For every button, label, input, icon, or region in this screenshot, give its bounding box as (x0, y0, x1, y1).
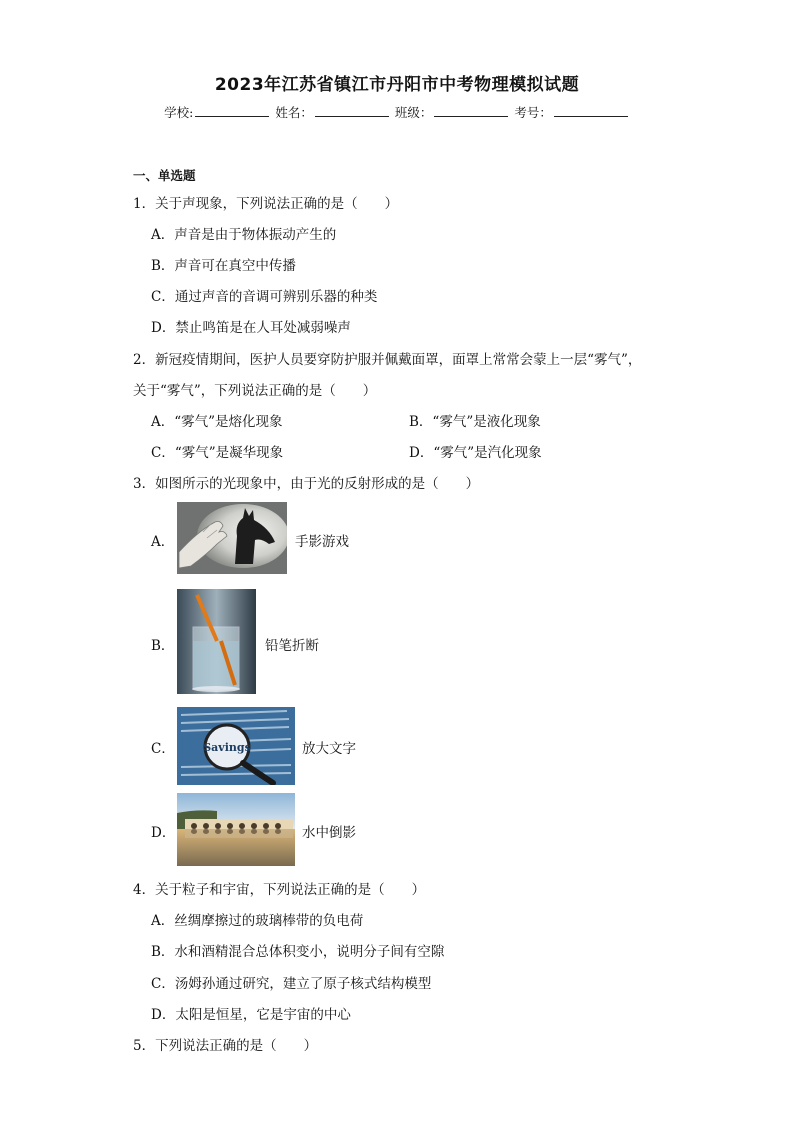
q4-option-b: B．水和酒精混合总体积变小，说明分子间有空隙 (151, 944, 445, 960)
school-blank (195, 106, 269, 117)
student-info-row (0, 103, 794, 121)
q2-option-b: B．“雾气”是液化现象 (409, 414, 541, 430)
question-2-stem-line2: 关于“雾气”，下列说法正确的是（ ） (133, 383, 377, 399)
q4-option-d: D．太阳是恒星，它是宇宙的中心 (151, 1007, 351, 1023)
name-blank (315, 106, 389, 117)
q2-option-d: D．“雾气”是汽化现象 (409, 445, 542, 461)
magnifier-image (177, 707, 295, 785)
q1-option-c: C．通过声音的音调可辨别乐器的种类 (151, 289, 378, 305)
q3-option-d-label: D． (151, 825, 176, 841)
hand-shadow-image (177, 502, 287, 574)
q2-option-a: A．“雾气”是熔化现象 (151, 414, 283, 430)
name-label: 姓名： (275, 105, 313, 120)
section-heading: 一、单选题 (133, 168, 196, 183)
question-2-stem-line1: 2．新冠疫情期间，医护人员要穿防护服并佩戴面罩，面罩上常常会蒙上一层“雾气”， (133, 352, 642, 368)
q4-option-c: C．汤姆孙通过研究，建立了原子核式结构模型 (151, 976, 432, 992)
q3-option-b-label: B． (151, 638, 175, 654)
magnifier-illustration (177, 707, 295, 785)
magnified-word: Savings (203, 741, 251, 754)
q3-option-a-caption: 手影游戏 (295, 534, 349, 550)
question-3-stem: 3．如图所示的光现象中，由于光的反射形成的是（ ） (133, 476, 480, 492)
class-blank (434, 106, 508, 117)
question-1-stem: 1．关于声现象，下列说法正确的是（ ） (133, 196, 399, 212)
q3-option-d-caption: 水中倒影 (302, 825, 356, 841)
pencil-glass-illustration (177, 589, 256, 694)
question-5-stem: 5．下列说法正确的是（ ） (133, 1038, 318, 1054)
exam-no-label: 考号： (514, 105, 552, 120)
bridge-reflection-illustration (177, 793, 295, 866)
q3-option-c-caption: 放大文字 (302, 741, 356, 757)
q1-option-a: A．声音是由于物体振动产生的 (151, 227, 337, 243)
question-4-stem: 4．关于粒子和宇宙，下列说法正确的是（ ） (133, 882, 426, 898)
q1-option-b: B．声音可在真空中传播 (151, 258, 296, 274)
q3-option-c-label: C． (151, 741, 175, 757)
school-label: 学校: (164, 105, 194, 120)
class-label: 班级： (394, 105, 433, 120)
q4-option-a: A．丝绸摩擦过的玻璃棒带的负电荷 (151, 913, 364, 929)
page-title: 2023年江苏省镇江市丹阳市中考物理模拟试题 (214, 75, 580, 95)
bridge-reflection-image (177, 793, 295, 866)
q1-option-d: D．禁止鸣笛是在人耳处减弱噪声 (151, 320, 351, 336)
exam-no-blank (554, 106, 628, 117)
pencil-in-glass-image (177, 589, 256, 694)
q3-option-b-caption: 铅笔折断 (265, 638, 319, 654)
q3-option-a-label: A． (151, 534, 175, 550)
hand-shadow-illustration (177, 502, 287, 574)
q2-option-c: C．“雾气”是凝华现象 (151, 445, 284, 461)
